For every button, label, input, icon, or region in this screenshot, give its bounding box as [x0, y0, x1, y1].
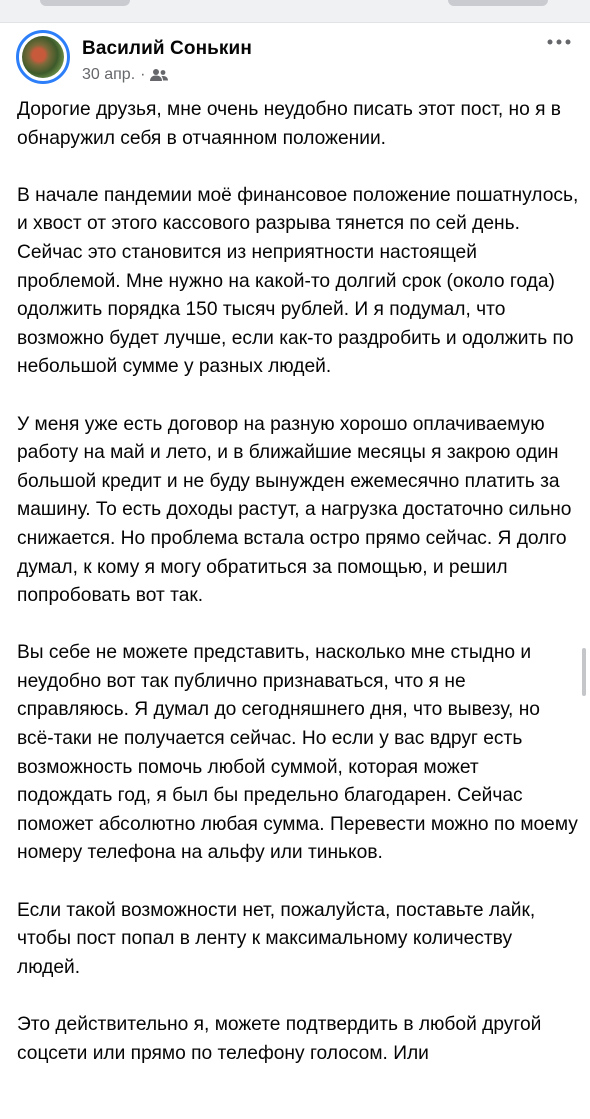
post-text — [17, 96, 579, 1097]
post-paragraph-5: Если такой возможности нет, пожалуйста, поставьте лайк, чтобы пост попал в ленту к максимальному количеству людей. — [17, 899, 536, 978]
post-date[interactable]: 30 апр. — [82, 66, 136, 83]
status-bar — [0, 0, 590, 23]
post-paragraph-6: Это действительно я, можете подтвердить в любой другой соцсети или прямо по телефону голосом. Или — [17, 1014, 542, 1064]
post-meta — [82, 66, 168, 84]
scrollbar-thumb[interactable] — [582, 648, 586, 696]
more-options-icon — [547, 39, 571, 45]
post-paragraph-2: В начале пандемии моё финансовое положение пошатнулось, и хвост от этого кассового разрыва тянется по сей день. Сейчас это становится из неприятности настоящей проблемой. Мне нужно на какой-то долгий срок (около года) одолжить порядка 150 тысяч рублей. И я подумал, что возможно будет лучше, если как-то раздробить и одолжить по небольшой сумме у разных людей. — [17, 184, 579, 378]
post-paragraph-3: У меня уже есть договор на разную хорошо оплачиваемую работу на май и лето, и в ближайшие месяцы я закрою один большой кредит и не буду вынужден ежемесячно платить за машину. То есть доходы растут, а нагрузка достаточно сильно снижается. Но проблема встала остро прямо сейчас. Я долго думал, к кому я могу обратиться за помощью, и решил попробовать вот так. — [17, 413, 572, 607]
friends-icon[interactable] — [150, 68, 168, 82]
author-avatar[interactable] — [16, 30, 70, 84]
status-icons-cutoff — [448, 0, 548, 6]
status-time-cutoff — [40, 0, 130, 6]
more-options-button[interactable] — [544, 30, 574, 54]
author-name[interactable]: Василий Сонькин — [82, 38, 252, 59]
avatar-photo — [22, 36, 64, 78]
post-paragraph-4: Вы себе не можете представить, насколько мне стыдно и неудобно вот так публично признаваться, что я не справляюсь. Я думал до сегодняшнего дня, что вывезу, но всё-таки не получается сейчас. Но если у вас вдруг есть возможность помочь любой суммой, которая может подождать год, я был бы предельно благодарен. Сейчас поможет абсолютно любая сумма. Перевести можно по моему номеру телефона на альфу или тиньков. — [17, 642, 578, 864]
post-header — [16, 30, 576, 86]
post-paragraph-1: Дорогие друзья, мне очень неудобно писать этот пост, но я в обнаружил себя в отчаянном положении. — [17, 99, 561, 149]
meta-separator: · — [140, 66, 146, 83]
